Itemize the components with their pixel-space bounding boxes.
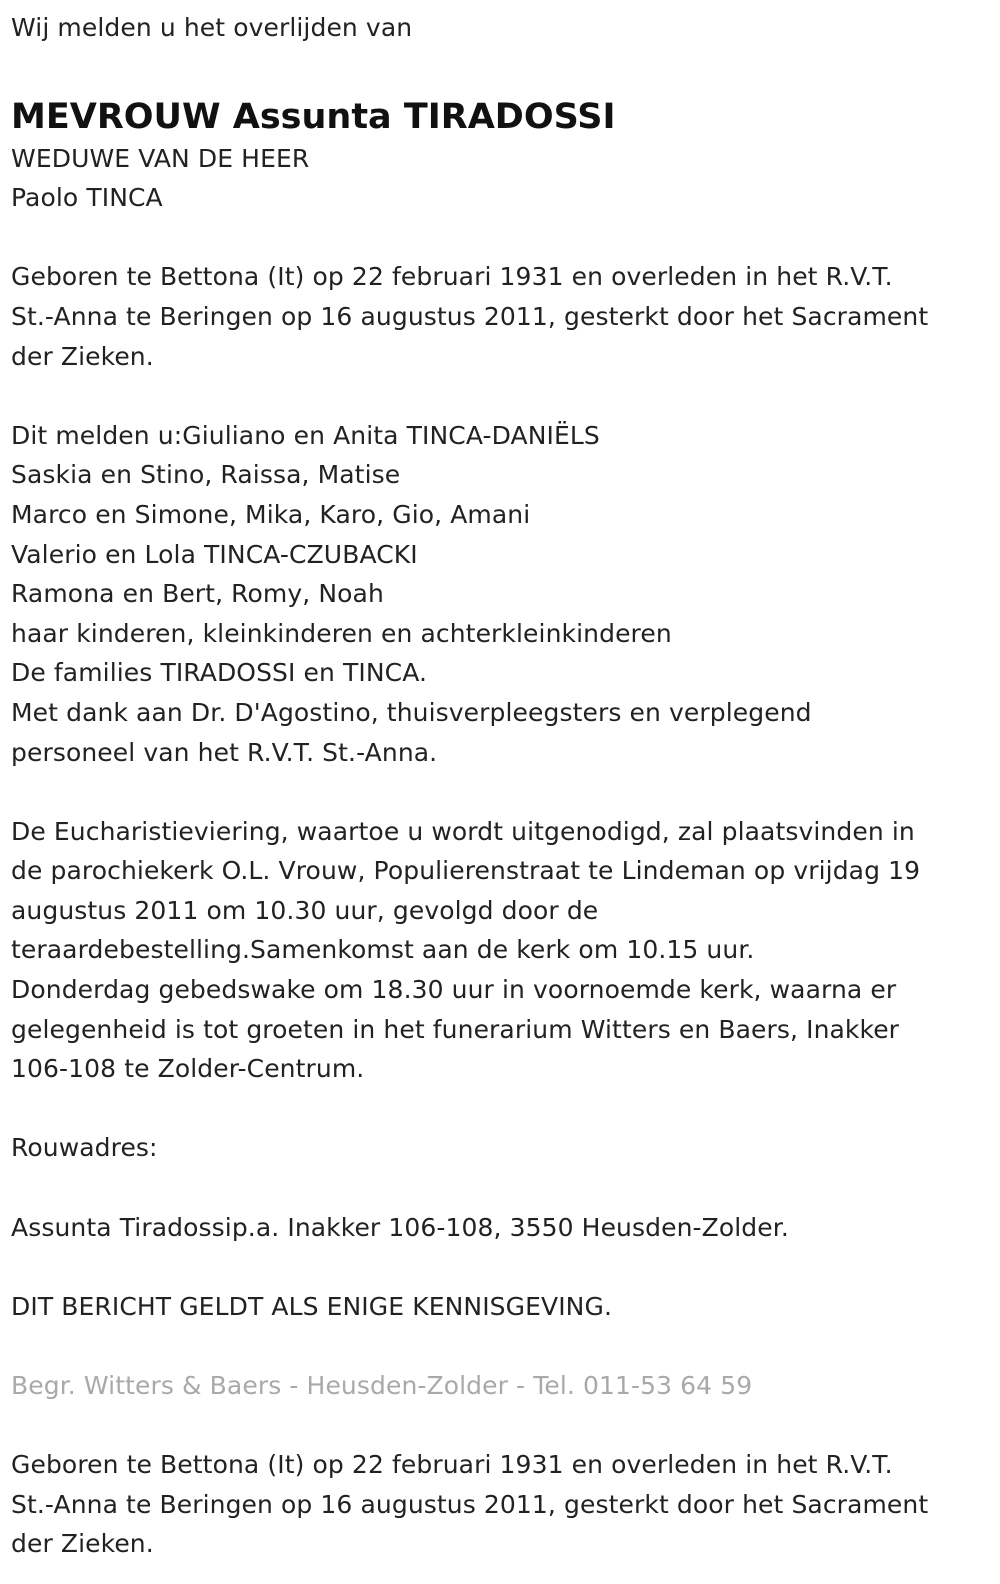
family-line: Dit melden u:Giuliano en Anita TINCA-DANIËLS [11, 420, 600, 450]
text-line: de parochiekerk O.L. Vrouw, Populierenstraat te Lindeman op vrijdag 19 [11, 856, 921, 886]
text-line: St.-Anna te Beringen op 16 augustus 2011, gesterkt door het Sacrament [11, 301, 929, 331]
family-line: haar kinderen, kleinkinderen en achterkleinkinderen [11, 618, 672, 648]
intro-text: Wij melden u het overlijden van [11, 13, 413, 42]
text-line: De Eucharistieviering, waartoe u wordt uitgenodigd, zal plaatsvinden in [11, 816, 915, 846]
spacer [11, 376, 990, 416]
text-line: der Zieken. [11, 341, 154, 371]
spouse-name: Paolo TINCA [11, 183, 163, 213]
family-line: Saskia en Stino, Raissa, Matise [11, 460, 401, 490]
family-line: Valerio en Lola TINCA-CZUBACKI [11, 539, 418, 569]
family-line: Met dank aan Dr. D'Agostino, thuisverpleegsters en verplegend [11, 697, 812, 727]
family-line: Marco en Simone, Mika, Karo, Gio, Amani [11, 499, 531, 529]
birth-death-paragraph [11, 257, 990, 376]
text-line: teraardebestelling.Samenkomst aan de kerk om 10.15 uur. [11, 935, 755, 965]
funeral-home-credit: Begr. Witters & Baers - Heusden-Zolder - Tel. 011-53 64 59 [11, 1371, 753, 1400]
text-line: der Zieken. [11, 1529, 154, 1559]
text-line: gelegenheid is tot groeten in het funerarium Witters en Baers, Inakker [11, 1014, 900, 1044]
address-text: Assunta Tiradossip.a. Inakker 106-108, 3550 Heusden-Zolder. [11, 1212, 789, 1242]
address-label: Rouwadres: [11, 1133, 158, 1163]
deceased-name: MEVROUW Assunta TIRADOSSI [11, 96, 616, 137]
notice-text: DIT BERICHT GELDT ALS ENIGE KENNISGEVING. [11, 1291, 612, 1321]
text-line: St.-Anna te Beringen op 16 augustus 2011, gesterkt door het Sacrament [11, 1489, 929, 1519]
spouse-label: WEDUWE VAN DE HEER [11, 143, 310, 173]
family-line: De families TIRADOSSI en TINCA. [11, 658, 428, 688]
spacer [11, 1247, 990, 1287]
spacer [11, 1406, 990, 1446]
spacer [11, 218, 990, 258]
text-line: Geboren te Bettona (It) op 22 februari 1931 en overleden in het R.V.T. [11, 1450, 893, 1480]
spacer [11, 1168, 990, 1208]
text-line: augustus 2011 om 10.30 uur, gevolgd door de [11, 895, 599, 925]
family-list [11, 416, 990, 772]
ceremony-paragraph [11, 812, 990, 1089]
text-line: Donderdag gebedswake om 18.30 uur in voornoemde kerk, waarna er [11, 975, 897, 1005]
spouse-block [11, 139, 990, 218]
family-line: personeel van het R.V.T. St.-Anna. [11, 737, 438, 767]
spacer [11, 1089, 990, 1129]
text-line: Geboren te Bettona (It) op 22 februari 1931 en overleden in het R.V.T. [11, 262, 893, 292]
family-line: Ramona en Bert, Romy, Noah [11, 579, 384, 609]
spacer [11, 1326, 990, 1366]
spacer [11, 772, 990, 812]
birth-death-paragraph-repeat [11, 1445, 990, 1564]
text-line: 106-108 te Zolder-Centrum. [11, 1054, 365, 1084]
